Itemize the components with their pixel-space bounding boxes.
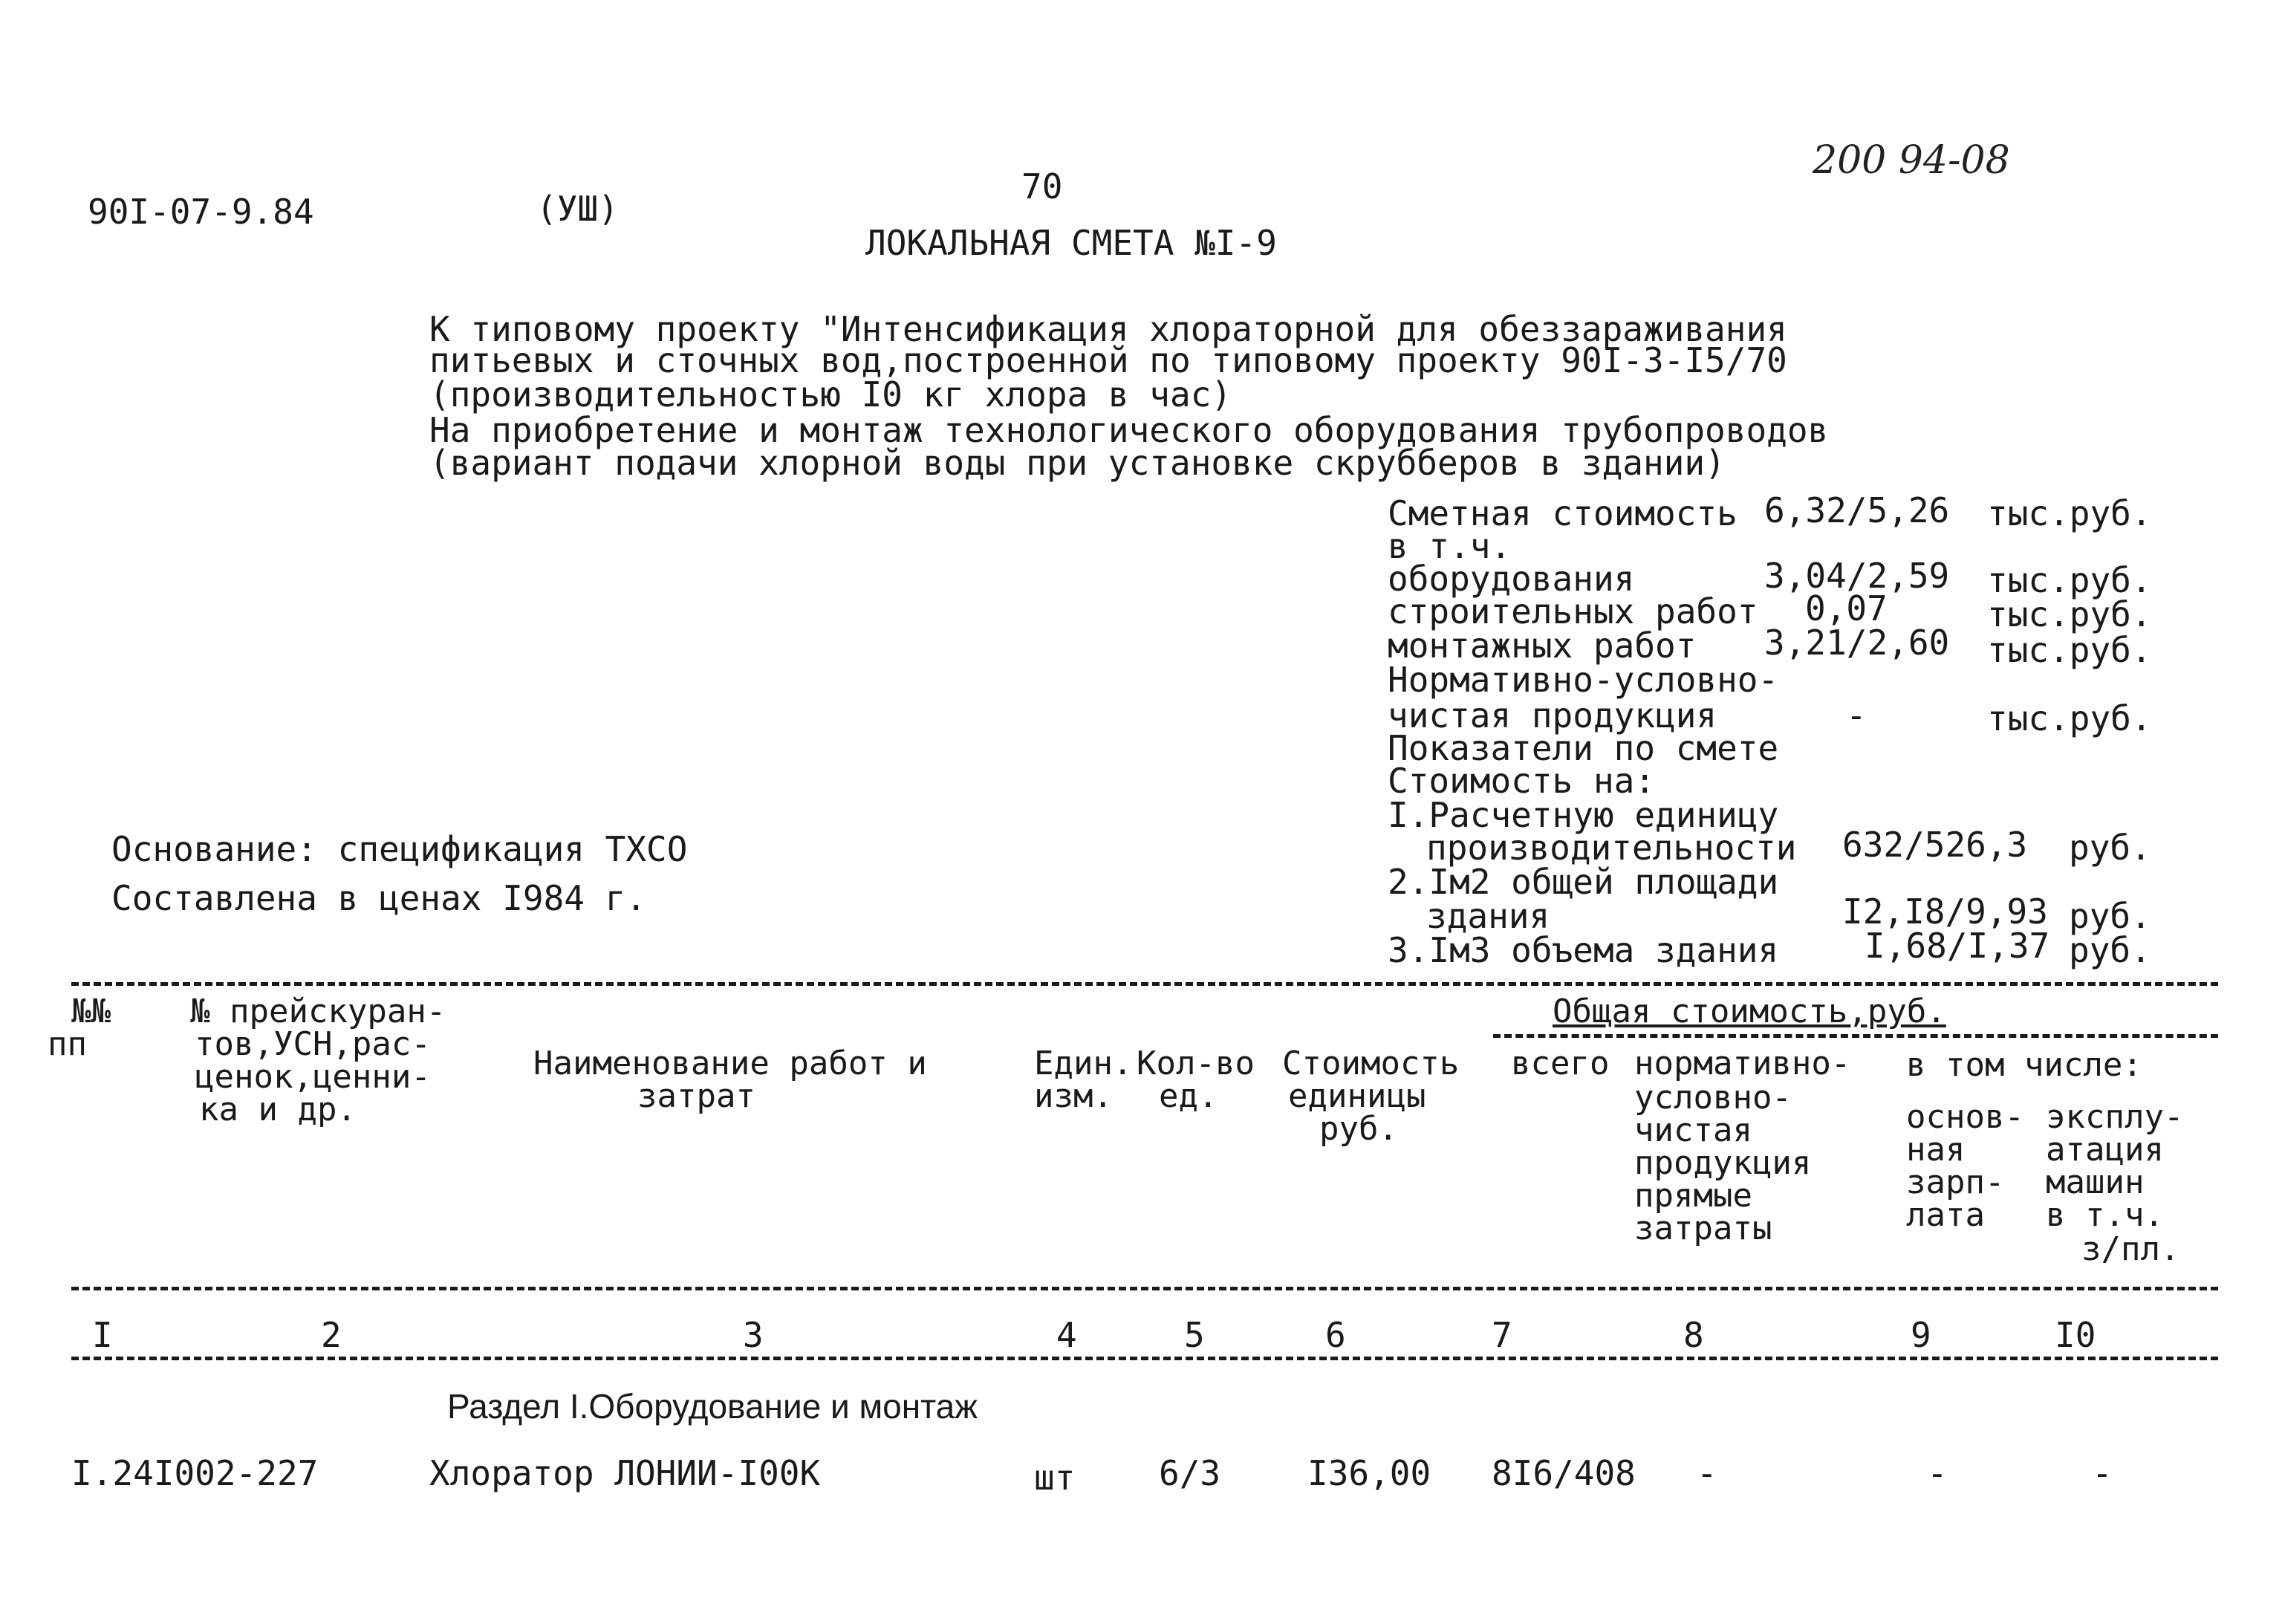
row-price: I36,00 — [1307, 1453, 1431, 1493]
col9-header: ная — [1906, 1131, 1966, 1169]
column-number: 5 — [1184, 1315, 1205, 1355]
col8-header: прямые — [1634, 1177, 1752, 1215]
col2-header: № прейскуран- — [190, 993, 446, 1030]
column-numbers-rule — [71, 1357, 2218, 1360]
intro-line: питьевых и сточных вод,построенной по типовому проекту 90I-3-I5/70 — [429, 340, 1787, 380]
installation-label: монтажных работ — [1388, 626, 1697, 666]
net-label-2: чистая продукция — [1388, 695, 1717, 735]
per-unit-unit: руб. — [2069, 828, 2151, 868]
col4-header: Един. — [1034, 1045, 1133, 1082]
table-top-rule — [71, 982, 2218, 986]
column-number: I — [92, 1315, 113, 1355]
group-header: Общая стоимость,руб. — [1553, 993, 1946, 1030]
column-number: 8 — [1683, 1315, 1704, 1355]
row-net: - — [1697, 1453, 1717, 1493]
section-title: Раздел I.Оборудование и монтаж — [447, 1387, 978, 1426]
total-label: Сметная стоимость — [1388, 493, 1737, 533]
col10-header: з/пл. — [2081, 1230, 2180, 1268]
per-m3-value: I,68/I,37 — [1865, 926, 2050, 966]
intro-line: (вариант подачи хлорной воды при установке скрубберов в здании) — [429, 443, 1726, 483]
handwritten-number: 200 94-08 — [1813, 138, 2010, 183]
col6-header: руб. — [1319, 1110, 1398, 1148]
equipment-value: 3,04/2,59 — [1764, 556, 1950, 596]
row-qty: 6/3 — [1159, 1453, 1221, 1493]
indicators-label: Показатели по смете — [1388, 728, 1779, 768]
col6-header: Стоимость — [1282, 1045, 1460, 1082]
per-m2-value: I2,I8/9,93 — [1842, 891, 2048, 932]
volume-label: (УШ) — [536, 189, 619, 229]
per-unit-label-1: I.Расчетную единицу — [1388, 795, 1779, 835]
col9-header: основ- — [1906, 1098, 2024, 1136]
total-value: 6,32/5,26 — [1764, 490, 1950, 530]
column-number: 4 — [1056, 1315, 1077, 1355]
col8-header: чистая — [1634, 1111, 1752, 1149]
cost-per-label: Стоимость на: — [1388, 761, 1656, 801]
col10-header: в т.ч. — [2046, 1196, 2164, 1234]
column-number: 7 — [1492, 1315, 1512, 1355]
col2-header: ка и др. — [199, 1091, 357, 1128]
row-machines: - — [2092, 1453, 2113, 1493]
col8-header: затраты — [1634, 1209, 1772, 1247]
intro-line: К типовому проекту "Интенсификация хлораторной для обеззараживания — [429, 309, 1787, 349]
page-title: ЛОКАЛЬНАЯ СМЕТА №I-9 — [865, 223, 1277, 263]
col6-header: единицы — [1288, 1077, 1426, 1115]
col9-header: лата — [1906, 1196, 1985, 1234]
per-m3-unit: руб. — [2069, 930, 2151, 970]
installation-unit: тыс.руб. — [1987, 630, 2152, 670]
row-wage: - — [1927, 1453, 1948, 1493]
intro-line: На приобретение и монтаж технологического оборудования трубопроводов — [429, 410, 1829, 450]
row-code: I.24I002-227 — [71, 1453, 319, 1493]
row-name: Хлоратор ЛОНИИ-I00К — [429, 1453, 821, 1493]
per-m3-label: 3.Iм3 объема здания — [1388, 930, 1779, 970]
basis-text: Основание: спецификация ТХСО — [111, 829, 688, 869]
col2-header: ценок,ценни- — [195, 1058, 431, 1096]
col4-header: изм. — [1034, 1077, 1113, 1115]
col8-header: условно- — [1634, 1079, 1792, 1117]
column-number: 2 — [321, 1315, 342, 1355]
col10-header: машин — [2046, 1163, 2145, 1201]
group-header-rule — [1493, 1034, 2218, 1038]
col1-header: пп — [48, 1025, 87, 1063]
column-number: I0 — [2055, 1315, 2096, 1355]
column-number: 9 — [1911, 1315, 1931, 1355]
col10-header: атация — [2046, 1131, 2164, 1169]
equipment-label: оборудования — [1388, 559, 1635, 599]
intro-line: (производительностью I0 кг хлора в час) — [429, 374, 1232, 415]
equipment-unit: тыс.руб. — [1987, 560, 2152, 600]
total-unit: тыс.руб. — [1987, 493, 2152, 533]
table-header-rule — [71, 1287, 2218, 1290]
col10-header: эксплу- — [2046, 1098, 2184, 1136]
net-value: - — [1846, 695, 1867, 735]
per-m2-label-2: здания — [1426, 896, 1550, 936]
per-unit-label-2: производительности — [1426, 828, 1797, 868]
row-total: 8I6/408 — [1492, 1453, 1636, 1493]
col9-header: зарп- — [1906, 1163, 2005, 1201]
net-unit: тыс.руб. — [1987, 698, 2152, 738]
per-m2-label-1: 2.Iм2 общей площади — [1388, 862, 1779, 902]
column-number: 3 — [743, 1315, 764, 1355]
col8-header: продукция — [1634, 1144, 1812, 1182]
col3-header: затрат — [637, 1077, 755, 1115]
per-unit-value: 632/526,3 — [1842, 825, 2028, 865]
construction-value: 0,07 — [1805, 588, 1888, 629]
col5-header: Кол-во — [1137, 1045, 1255, 1082]
construction-unit: тыс.руб. — [1987, 594, 2152, 634]
installation-value: 3,21/2,60 — [1764, 623, 1950, 663]
document-code: 90I-07-9.84 — [88, 192, 314, 232]
prices-text: Составлена в ценах I984 г. — [111, 878, 647, 918]
page-number: 70 — [1021, 166, 1063, 207]
incl-label: в т.ч. — [1388, 526, 1512, 566]
col7-header: всего — [1511, 1045, 1610, 1082]
col3-header: Наименование работ и — [533, 1045, 927, 1082]
incl-header: в том числе: — [1906, 1046, 2142, 1084]
row-unit: шт — [1034, 1458, 1076, 1498]
net-label-1: Нормативно-условно- — [1388, 660, 1779, 700]
column-number: 6 — [1325, 1315, 1346, 1355]
col2-header: тов,УСН,рас- — [195, 1025, 431, 1063]
col1-header: №№ — [71, 993, 111, 1030]
col5-header: ед. — [1159, 1077, 1218, 1115]
per-m2-unit: руб. — [2069, 896, 2151, 936]
construction-label: строительных работ — [1388, 591, 1758, 631]
col8-header: нормативно- — [1634, 1045, 1851, 1082]
